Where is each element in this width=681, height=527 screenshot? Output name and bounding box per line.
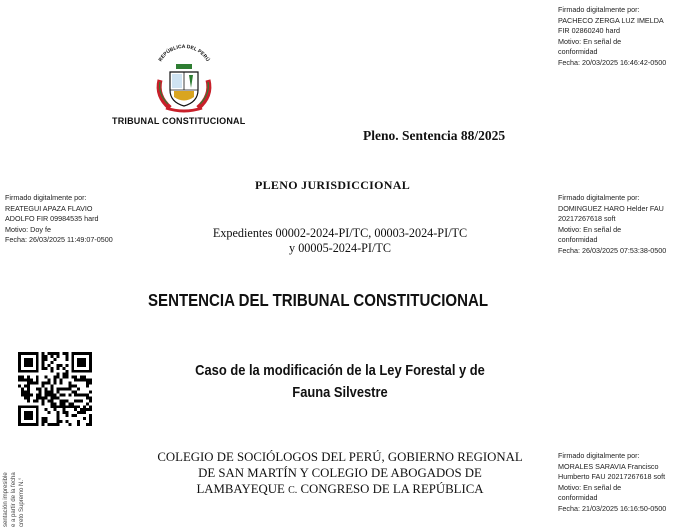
margin-note: [2, 472, 26, 527]
signature-line: Motivo: Doy fe: [5, 224, 51, 234]
signature-block-morales: [558, 451, 666, 514]
signature-line: Firmado digitalmente por:: [558, 193, 640, 202]
signature-name: MORALES SARAVIA Francisco: [558, 461, 659, 471]
margin-note-line: e a partir de la fecha: [11, 472, 17, 527]
signature-date: Fecha: 26/03/2025 07:53:38-0500: [558, 245, 667, 255]
signature-line: 20217267618 soft: [558, 214, 616, 223]
pleno-title: PLENO JURISDICCIONAL: [255, 178, 411, 192]
margin-note-line: sentación impresible: [3, 472, 9, 527]
tribunal-label: TRIBUNAL CONSTITUCIONAL: [112, 116, 246, 126]
signature-line: Motivo: En señal de: [558, 36, 622, 46]
signature-line: Motivo: En señal de: [558, 224, 622, 234]
signature-name: DOMINGUEZ HARO Helder FAU: [558, 203, 664, 213]
signature-block-reategui: [5, 193, 113, 246]
qr-code-icon: [18, 352, 92, 426]
signature-date: Fecha: 20/03/2025 16:46:42-0500: [558, 57, 667, 67]
expedientes: [180, 226, 500, 256]
qr-code: [18, 352, 92, 426]
signature-name: PACHECO ZERGA LUZ IMELDA: [558, 15, 664, 25]
parties-text: CONGRESO DE LA REPÚBLICA: [300, 482, 484, 496]
signature-line: Firmado digitalmente por:: [558, 451, 640, 460]
svg-text:REPÚBLICA DEL PERÚ: [158, 44, 212, 63]
signature-line: conformidad: [558, 235, 598, 244]
signature-line: Firmado digitalmente por:: [5, 193, 87, 202]
peru-shield-icon: [146, 44, 222, 114]
signature-name: REATEGUI APAZA FLAVIO: [5, 203, 93, 213]
parties-line: [130, 481, 550, 499]
signature-line: Firmado digitalmente por:: [558, 5, 640, 14]
coat-of-arms-logo: [146, 44, 222, 114]
parties-line: DE SAN MARTÍN Y COLEGIO DE ABOGADOS DE: [198, 466, 482, 480]
expedientes-line: Expedientes 00002-2024-PI/TC, 00003-2024-PI/TC: [212, 226, 468, 240]
case-title-line: Caso de la modificación de la Ley Forestal y de: [195, 362, 485, 379]
case-title-line: Fauna Silvestre: [292, 384, 388, 401]
expedientes-line: y 00005-2024-PI/TC: [289, 241, 391, 255]
pleno-number: Pleno. Sentencia 88/2025: [363, 128, 506, 143]
signature-line: FIR 02860240 hard: [558, 26, 620, 35]
signature-line: conformidad: [558, 47, 598, 56]
signature-line: Humberto FAU 20217267618 soft: [558, 472, 666, 481]
margin-note-line: creto Supremo N.°: [19, 477, 25, 527]
parties-line: COLEGIO DE SOCIÓLOGOS DEL PERÚ, GOBIERNO REGIONAL: [157, 450, 523, 464]
signature-date: Fecha: 21/03/2025 16:16:50-0500: [558, 503, 667, 513]
signature-date: Fecha: 26/03/2025 11:49:07-0500: [5, 235, 113, 244]
signature-line: conformidad: [558, 493, 598, 502]
document-title: SENTENCIA DEL TRIBUNAL CONSTITUCIONAL: [148, 290, 489, 310]
parties-text: LAMBAYEQUE: [196, 482, 285, 496]
parties: [130, 449, 550, 499]
signature-block-dominguez: [558, 193, 666, 256]
signature-block-pacheco: [558, 5, 666, 68]
parties-connector: C.: [288, 485, 298, 496]
case-title: [168, 360, 512, 404]
signature-line: ADOLFO FIR 09984535 hard: [5, 214, 99, 223]
seal-arc-text: REPÚBLICA DEL PERÚ: [157, 44, 211, 63]
signature-line: Motivo: En señal de: [558, 482, 622, 492]
